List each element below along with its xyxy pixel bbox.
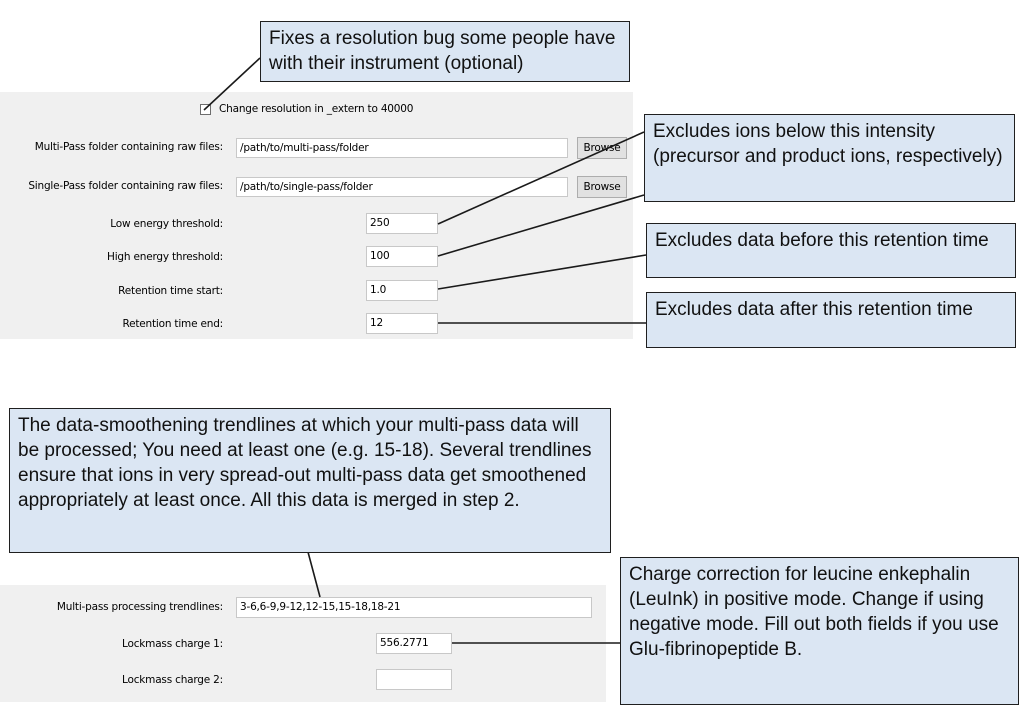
single-pass-browse-button[interactable]: Browse <box>577 176 627 198</box>
lockmass-charge-2-label: Lockmass charge 2: <box>122 674 223 686</box>
multi-pass-folder-label: Multi-Pass folder containing raw files: <box>34 141 223 153</box>
lockmass-charge-1-input[interactable]: 556.2771 <box>376 633 452 654</box>
trendlines-input[interactable]: 3-6,6-9,9-12,12-15,15-18,18-21 <box>236 597 592 618</box>
multi-pass-folder-input[interactable]: /path/to/multi-pass/folder <box>236 138 568 158</box>
connector-low-energy <box>438 132 644 224</box>
multi-pass-browse-button[interactable]: Browse <box>577 137 627 159</box>
retention-time-start-label: Retention time start: <box>118 285 223 297</box>
callout-retention-end: Excludes data after this retention time <box>646 292 1016 348</box>
connector-high-energy <box>438 195 644 256</box>
low-energy-threshold-label: Low energy threshold: <box>110 218 223 230</box>
connector-resolution <box>204 58 260 110</box>
callout-lockmass: Charge correction for leucine enkephalin (LeuInk) in positive mode. Change if using negative mode. Fill out both fields if you use Glu-fibrinopeptide B. <box>620 557 1019 705</box>
retention-time-start-input[interactable]: 1.0 <box>366 280 438 301</box>
change-resolution-label: Change resolution in _extern to 40000 <box>219 103 414 115</box>
low-energy-threshold-input[interactable]: 250 <box>366 213 438 234</box>
single-pass-folder-input[interactable]: /path/to/single-pass/folder <box>236 177 568 197</box>
retention-time-end-input[interactable]: 12 <box>366 313 438 334</box>
callout-retention-start: Excludes data before this retention time <box>646 223 1016 278</box>
lockmass-charge-1-label: Lockmass charge 1: <box>122 638 223 650</box>
callout-intensity: Excludes ions below this intensity (precursor and product ions, respectively) <box>644 114 1015 202</box>
connector-trendlines <box>308 552 320 597</box>
high-energy-threshold-input[interactable]: 100 <box>366 246 438 267</box>
callout-trendlines: The data-smoothening trendlines at which your multi-pass data will be processed; You need at least one (e.g. 15-18). Several trendlines ensure that ions in very spread-out multi-pass data get smoothened appropriately at least once. All this data is merged in step 2. <box>9 408 611 553</box>
trendlines-label: Multi-pass processing trendlines: <box>56 601 223 613</box>
high-energy-threshold-label: High energy threshold: <box>107 251 223 263</box>
callout-resolution: Fixes a resolution bug some people have with their instrument (optional) <box>260 21 630 82</box>
single-pass-folder-label: Single-Pass folder containing raw files: <box>28 180 223 192</box>
retention-time-end-label: Retention time end: <box>122 318 223 330</box>
connector-rt-start <box>438 255 646 289</box>
